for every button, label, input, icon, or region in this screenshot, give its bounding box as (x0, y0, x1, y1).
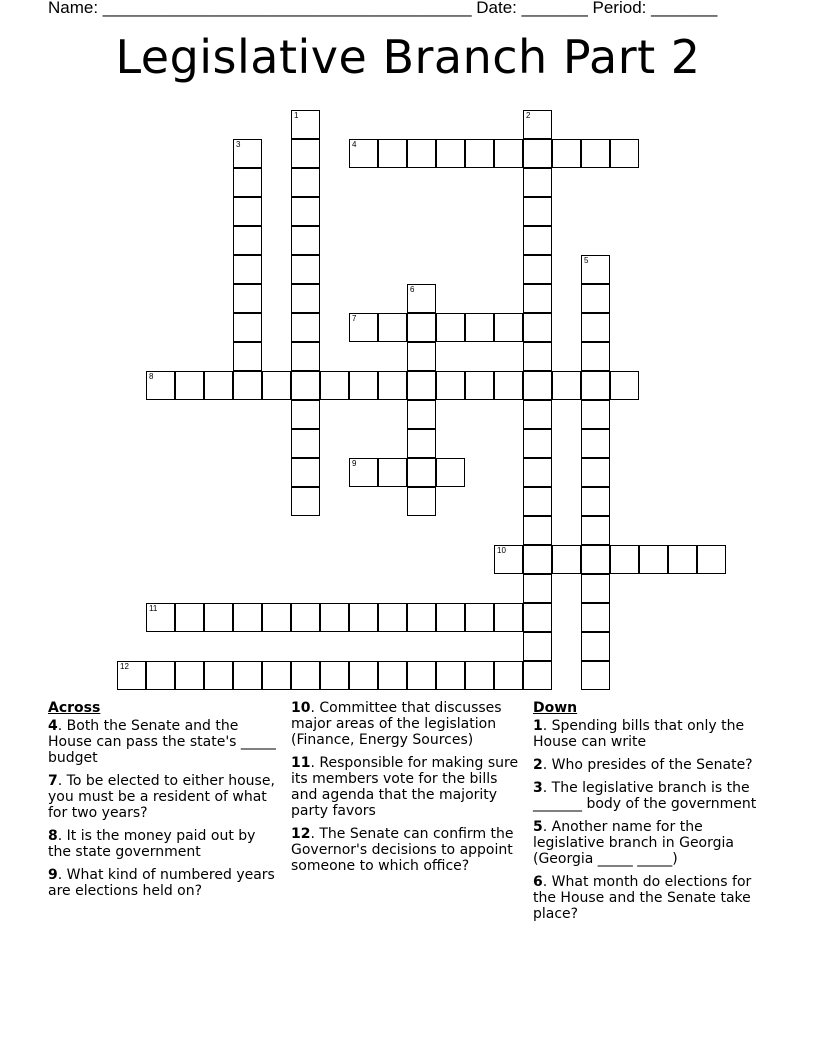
crossword-cell[interactable] (407, 458, 436, 487)
crossword-cell[interactable] (436, 313, 465, 342)
crossword-cell[interactable] (291, 226, 320, 255)
clue-text: . It is the money paid out by the state government (48, 828, 256, 860)
across-heading: Across (48, 700, 101, 716)
across-clue-10 (291, 700, 527, 748)
crossword-cell[interactable] (552, 371, 581, 400)
crossword-cell[interactable] (523, 487, 552, 516)
crossword-cell[interactable] (581, 661, 610, 690)
crossword-cell[interactable] (581, 545, 610, 574)
crossword-cell[interactable] (581, 516, 610, 545)
crossword-cell[interactable] (349, 458, 378, 487)
crossword-cell[interactable] (436, 458, 465, 487)
crossword-cell[interactable] (407, 139, 436, 168)
crossword-cell[interactable] (233, 197, 262, 226)
crossword-cell[interactable] (291, 197, 320, 226)
crossword-cell[interactable] (523, 516, 552, 545)
crossword-cell[interactable] (523, 284, 552, 313)
clue-text: . What kind of numbered years are elections held on? (48, 867, 275, 899)
down-clue-2 (533, 757, 769, 773)
crossword-cell[interactable] (233, 226, 262, 255)
crossword-cell[interactable] (581, 313, 610, 342)
crossword-cell[interactable] (233, 313, 262, 342)
crossword-cell[interactable] (668, 545, 697, 574)
crossword-cell[interactable] (581, 400, 610, 429)
clue-number-4: 4 (352, 140, 357, 149)
crossword-cell[interactable] (407, 400, 436, 429)
crossword-cell[interactable] (291, 168, 320, 197)
clue-number-5: 5 (584, 256, 589, 265)
crossword-cell[interactable] (378, 371, 407, 400)
down-clue-6 (533, 874, 769, 922)
crossword-cell[interactable] (581, 284, 610, 313)
crossword-cell[interactable] (436, 661, 465, 690)
crossword-cell[interactable] (523, 255, 552, 284)
clue-number-2: 2 (526, 111, 531, 120)
crossword-cell[interactable] (349, 139, 378, 168)
clue-text: . Another name for the legislative branch in Georgia (Georgia _____ _____) (533, 819, 734, 867)
down-clues-column (533, 700, 769, 929)
crossword-cell[interactable] (378, 603, 407, 632)
clue-number-8: 8 (149, 372, 154, 381)
clue-number: 11 (291, 755, 311, 771)
crossword-cell[interactable] (581, 371, 610, 400)
crossword-cell[interactable] (436, 139, 465, 168)
across-clue-9 (48, 867, 280, 899)
clue-number-1: 1 (294, 111, 299, 120)
crossword-cell[interactable] (262, 661, 291, 690)
crossword-cell[interactable] (262, 371, 291, 400)
crossword-cell[interactable] (204, 371, 233, 400)
crossword-cell[interactable] (349, 661, 378, 690)
crossword-cell[interactable] (320, 603, 349, 632)
crossword-cell[interactable] (610, 545, 639, 574)
clue-number-10: 10 (497, 546, 506, 555)
crossword-cell[interactable] (523, 574, 552, 603)
crossword-cell[interactable] (291, 400, 320, 429)
crossword-cell[interactable] (465, 661, 494, 690)
crossword-cell[interactable] (581, 429, 610, 458)
clue-number: 8 (48, 828, 58, 844)
crossword-cell[interactable] (117, 661, 146, 690)
crossword-cell[interactable] (523, 168, 552, 197)
crossword-cell[interactable] (639, 545, 668, 574)
clue-number: 5 (533, 819, 543, 835)
crossword-cell[interactable] (233, 255, 262, 284)
crossword-cell[interactable] (291, 458, 320, 487)
crossword-cell[interactable] (523, 371, 552, 400)
down-clue-5 (533, 819, 769, 867)
crossword-cell[interactable] (291, 139, 320, 168)
crossword-cell[interactable] (291, 371, 320, 400)
crossword-cell[interactable] (523, 429, 552, 458)
clue-number-3: 3 (236, 140, 241, 149)
crossword-cell[interactable] (378, 458, 407, 487)
clue-number-12: 12 (120, 662, 129, 671)
crossword-cell[interactable] (349, 603, 378, 632)
crossword-cell[interactable] (407, 661, 436, 690)
crossword-cell[interactable] (407, 603, 436, 632)
crossword-cell[interactable] (581, 603, 610, 632)
clue-number: 10 (291, 700, 311, 716)
crossword-cell[interactable] (523, 545, 552, 574)
crossword-cell[interactable] (407, 487, 436, 516)
crossword-cell[interactable] (465, 371, 494, 400)
clue-text: . Who presides of the Senate? (542, 757, 753, 773)
crossword-cell[interactable] (291, 429, 320, 458)
crossword-cell[interactable] (581, 487, 610, 516)
crossword-cell[interactable] (233, 661, 262, 690)
across-clues-column (48, 700, 280, 906)
clue-number-11: 11 (149, 604, 158, 613)
crossword-cell[interactable] (378, 313, 407, 342)
crossword-cell[interactable] (233, 603, 262, 632)
clue-number: 7 (48, 773, 58, 789)
across-clue-7 (48, 773, 280, 821)
down-heading: Down (533, 700, 578, 716)
crossword-cell[interactable] (407, 429, 436, 458)
crossword-cell[interactable] (233, 371, 262, 400)
crossword-cell[interactable] (146, 661, 175, 690)
across-clue-8 (48, 828, 280, 860)
crossword-cell[interactable] (291, 255, 320, 284)
clue-number: 12 (291, 826, 311, 842)
crossword-cell[interactable] (233, 168, 262, 197)
crossword-cell[interactable] (436, 603, 465, 632)
crossword-cell[interactable] (291, 284, 320, 313)
crossword-cell[interactable] (581, 458, 610, 487)
crossword-cell[interactable] (233, 139, 262, 168)
clue-number: 3 (533, 780, 543, 796)
crossword-cell[interactable] (523, 458, 552, 487)
crossword-cell[interactable] (494, 139, 523, 168)
crossword-cell[interactable] (523, 603, 552, 632)
clue-text: . Committee that discusses major areas of the legislation (Finance, Energy Sources) (291, 700, 502, 748)
crossword-cell[interactable] (465, 603, 494, 632)
crossword-cell[interactable] (523, 342, 552, 371)
crossword-cell[interactable] (610, 371, 639, 400)
crossword-cell[interactable] (581, 139, 610, 168)
crossword-cell[interactable] (175, 661, 204, 690)
crossword-cell[interactable] (291, 110, 320, 139)
crossword-cell[interactable] (320, 371, 349, 400)
clue-number: 6 (533, 874, 543, 890)
crossword-cell[interactable] (494, 661, 523, 690)
down-clue-1 (533, 718, 769, 750)
crossword-cell[interactable] (581, 632, 610, 661)
crossword-cell[interactable] (291, 603, 320, 632)
crossword-cell[interactable] (581, 342, 610, 371)
crossword-cell[interactable] (494, 603, 523, 632)
crossword-cell[interactable] (610, 139, 639, 168)
crossword-cell[interactable] (494, 545, 523, 574)
crossword-cell[interactable] (523, 110, 552, 139)
crossword-cell[interactable] (697, 545, 726, 574)
crossword-cell[interactable] (291, 661, 320, 690)
crossword-cell[interactable] (146, 603, 175, 632)
crossword-cell[interactable] (175, 371, 204, 400)
crossword-cell[interactable] (523, 197, 552, 226)
crossword-cell[interactable] (581, 255, 610, 284)
crossword-cell[interactable] (407, 342, 436, 371)
crossword-cell[interactable] (349, 313, 378, 342)
clue-text: . The Senate can confirm the Governor's decisions to appoint someone to which office? (291, 826, 514, 874)
crossword-cell[interactable] (581, 574, 610, 603)
clue-text: . The legislative branch is the _______ body of the government (533, 780, 757, 812)
page-title: Legislative Branch Part 2 (115, 30, 701, 84)
crossword-cell[interactable] (523, 139, 552, 168)
crossword-cell[interactable] (494, 313, 523, 342)
crossword-cell[interactable] (378, 139, 407, 168)
crossword-cell[interactable] (436, 371, 465, 400)
clue-text: . Responsible for making sure its members vote for the bills and agenda that the majority party favors (291, 755, 519, 819)
across-clue-11 (291, 755, 527, 819)
crossword-cell[interactable] (523, 632, 552, 661)
clue-number-7: 7 (352, 314, 357, 323)
crossword-cell[interactable] (407, 284, 436, 313)
crossword-cell[interactable] (291, 313, 320, 342)
crossword-cell[interactable] (552, 545, 581, 574)
clue-number: 1 (533, 718, 543, 734)
across-clues-column-continued (291, 700, 527, 881)
across-clue-4 (48, 718, 280, 766)
crossword-cell[interactable] (523, 661, 552, 690)
crossword-cell[interactable] (233, 284, 262, 313)
crossword-cell[interactable] (465, 139, 494, 168)
crossword-cell[interactable] (465, 313, 494, 342)
crossword-cell[interactable] (523, 400, 552, 429)
clue-number-9: 9 (352, 459, 357, 468)
clue-number-6: 6 (410, 285, 415, 294)
crossword-cell[interactable] (523, 313, 552, 342)
crossword-cell[interactable] (552, 139, 581, 168)
crossword-cell[interactable] (204, 603, 233, 632)
crossword-cell[interactable] (378, 661, 407, 690)
clue-text: . Both the Senate and the House can pass the state's _____ budget (48, 718, 276, 766)
crossword-cell[interactable] (291, 487, 320, 516)
crossword-cell[interactable] (233, 342, 262, 371)
crossword-cell[interactable] (407, 313, 436, 342)
across-clue-12 (291, 826, 527, 874)
clue-text: . Spending bills that only the House can write (533, 718, 745, 750)
crossword-cell[interactable] (291, 342, 320, 371)
crossword-cell[interactable] (349, 371, 378, 400)
name-date-period-line[interactable]: Name: _______________________________________ Date: _______ Period: _______ (48, 0, 718, 17)
crossword-cell[interactable] (523, 226, 552, 255)
crossword-cell[interactable] (320, 661, 349, 690)
down-clue-3 (533, 780, 769, 812)
clue-number: 4 (48, 718, 58, 734)
clue-number: 2 (533, 757, 543, 773)
clue-number: 9 (48, 867, 58, 883)
crossword-cell[interactable] (146, 371, 175, 400)
crossword-cell[interactable] (204, 661, 233, 690)
crossword-cell[interactable] (494, 371, 523, 400)
crossword-cell[interactable] (175, 603, 204, 632)
crossword-cell[interactable] (407, 371, 436, 400)
clue-text: . What month do elections for the House and the Senate take place? (533, 874, 752, 922)
clue-text: . To be elected to either house, you must be a resident of what for two years? (48, 773, 275, 821)
crossword-cell[interactable] (262, 603, 291, 632)
